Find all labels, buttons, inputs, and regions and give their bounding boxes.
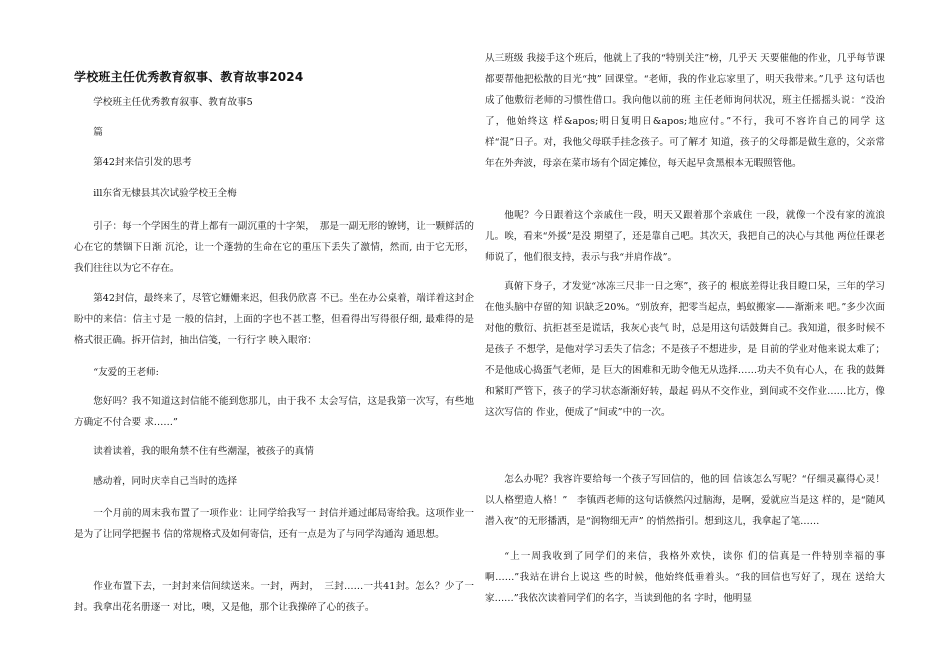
paragraph-foundation: 真俯下身子，才发觉“冰冻三尺非一日之寒”，孩子的 根底差得让我目瞪口呆，三年的学习在他头脑中存留的知 识缺乏20%。“别放弃，把零当起点，蚂蚁搬家——渐渐来 吧。”多少次面对他的敷衍、抗拒甚至是谎话，我灰心丧气 时，总是用这句话鼓舞自己。我知道，很多时候不是孩子 不想学，是他对学习丢失了信念；不是孩子不想进步，是 目前的学业对他来说太难了；不是他成心捣蛋气老师，是 巨大的困难和无助令他无从选择……功夫不负有心人，在 我的鼓舞和紧盯严管下，孩子的学习状态渐渐好转，最起 码从不交作业，到间或不交作业……比方，像这次写信的 作业，便成了“间或”中的一次。 [485, 281, 885, 418]
paragraph-reading: 读着读着，我的眼角禁不住有些潮湿，被孩子的真情 [93, 446, 314, 457]
paragraph-subtitle-cont: 篇 [93, 127, 103, 138]
paragraph-subtitle: 学校班主任优秀教育叙事、教育故事5 [93, 97, 253, 108]
paragraph-count: 作业布置下去，一封封来信间续送来。一封，两封， 三封……一共41封。怎么？少了一封。我拿出花名册逐一 对比，噢，又是他，那个让我操碎了心的孩子。 [74, 581, 474, 613]
paragraph-letter-body: 您好吗？我不知道这封信能不能到您那儿，由于我不 太会写信，这是我第一次写，有些地方确定不付合要 求……” [74, 396, 474, 428]
paragraph-letter-arrival: 第42封信，最终来了，尽管它姗姗来迟，但我仍欣喜 不已。坐在办公桌着，端详着这封企盼中的来信：信主寸是 一般的信封，上面的字也不甚工整，但看得出写得很仔细, 最难得的是格式很正确。拆开信封，抽出信笺，一行行字 映入眼帘： [74, 293, 474, 346]
paragraph-wanderer: 他呢？今日跟着这个亲戚住一段，明天又跟着那个亲戚住 一段，就像一个没有家的流浪儿。唉，看来“外援”是没 期望了，还是靠自己吧。其次天，我把自己的决心与其他 两位任课老师说了，他们很支持，表示与我“并肩作战”。 [485, 210, 885, 263]
document-title: 学校班主任优秀教育叙事、教育故事2024 [74, 70, 304, 84]
paragraph-story-title: 第42封来信引发的思考 [93, 157, 192, 168]
paragraph-reply-letter: 怎么办呢？我容许要给每一个孩子写回信的，他的回 信该怎么写呢？“仔细灵赢得心灵！以人格塑造人格！” 李镇西老师的这句话倏然闪过脑海，是啊，爱就应当是这 样的，是“随风潜入夜”的无形播洒，是“润物细无声” 的悄然指引。想到这儿，我拿起了笔…… [485, 474, 885, 527]
paragraph-classroom: “上一周我收到了同学们的来信，我格外欢快，读你 们的信真是一件特别幸福的事啊……”我站在讲台上说这 些的时候，他始终低垂着头。“我的回信也写好了，现在 送给大家……”我依次读着同学们的名字，当读到他的名 字时，他明显 [485, 551, 885, 604]
paragraph-letter-salutation: “友爱的王老师: [93, 367, 159, 378]
paragraph-author: ill东省无棣县其次试验学校王全梅 [93, 188, 237, 199]
paragraph-intro: 引子：每一个学困生的背上都有一副沉重的十字架， 那是一副无形的镣铐，让一颗鲜活的心在它的禁锢下日渐 沉沦，让一个蓬勃的生命在它的重压下丢失了激情，然而, 由于它无形，我们往往以为它不存在。 [74, 221, 474, 274]
paragraph-special-attention: 从三班级 我接手这个班后，他就上了我的“特别关注”榜，几乎天 天要催他的作业，几乎每节课都要帮他把松散的目光“拽” 回课堂。“老师，我的作业忘家里了，明天我带来。”几乎 这句话也成了他敷衍老师的习惯性借口。我向他以前的班 主任老师询问状况，班主任摇摇头说：“没治了，他始终这 样&apos;明日复明日&apos;地应付。”不行，我可不容许自己的同学 这样“混”日子。对，我他父母联手挂念孩子。可了解才 知道，孩子的父母都是做生意的，父亲常年在外奔波，母亲在菜市场有个固定摊位，每天起早贪黑根本无暇照管他。 [485, 53, 885, 169]
paragraph-assignment: 一个月前的周末我布置了一项作业：让同学给我写一 封信并通过邮局寄给我。这项作业一是为了让同学把握书 信的常规格式及如何寄信，还有一点是为了与同学沟通沟 通思想。 [74, 508, 474, 540]
paragraph-moved: 感动着，同时庆幸自己当时的选择 [93, 476, 238, 487]
